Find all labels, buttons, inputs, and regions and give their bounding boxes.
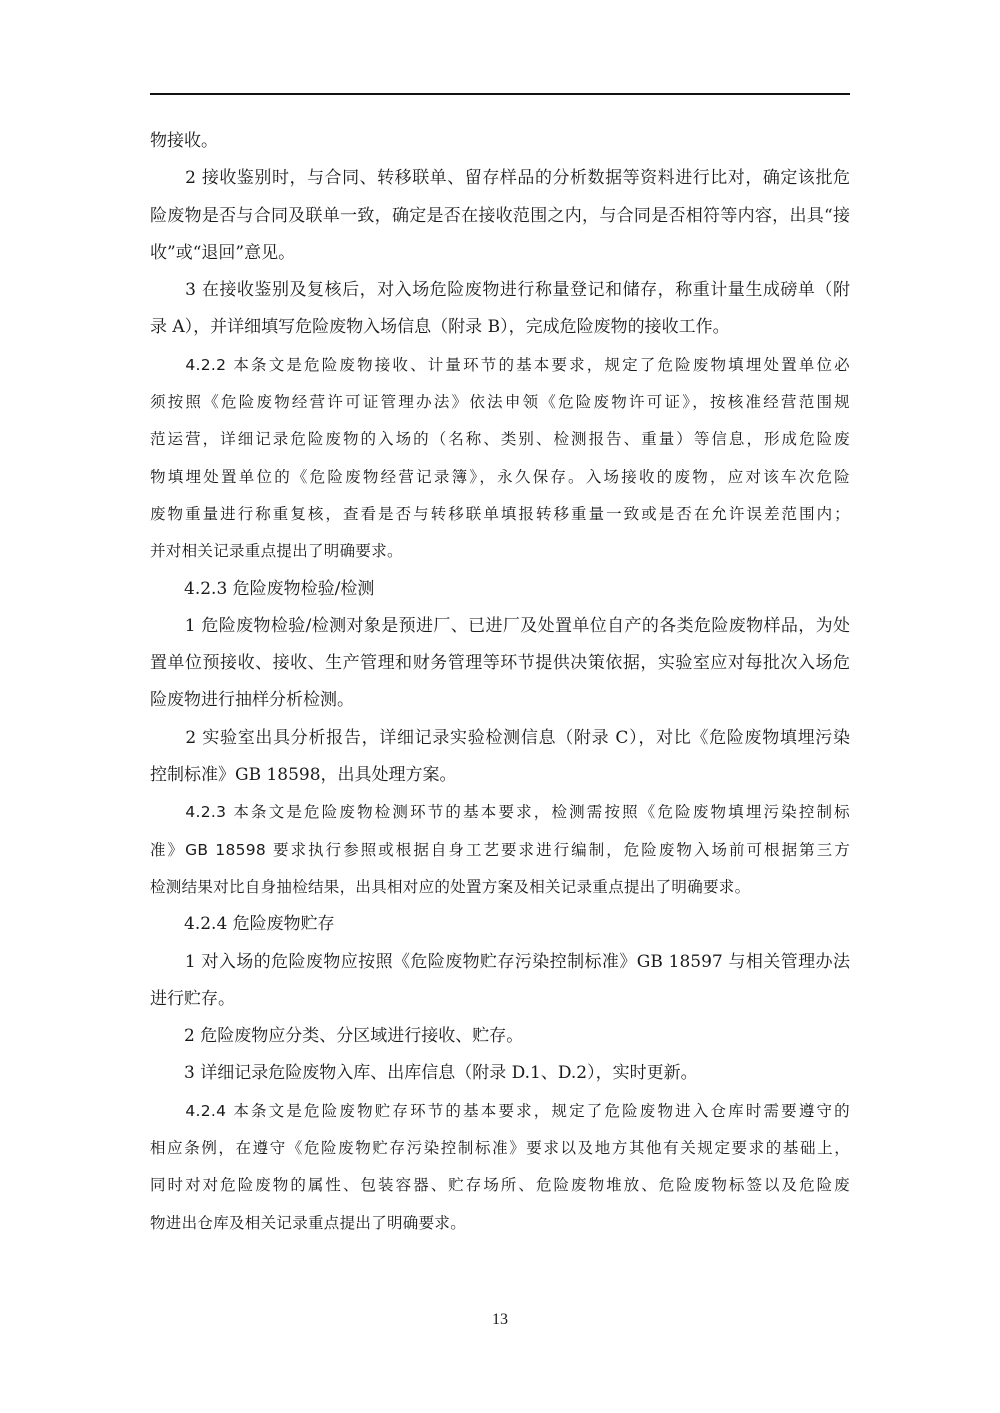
text-line: 险废物进行抽样分析检测。 [150, 690, 354, 711]
commentary-line: 4.2.4 本条文是危险废物贮存环节的基本要求，规定了危险废物进入仓库时需要遵守的 [150, 1101, 850, 1120]
commentary-line: 须按照《危险废物经营许可证管理办法》依法申领《危险废物许可证》，按核准经营范围规 [150, 393, 850, 412]
commentary-line: 物进出仓库及相关记录重点提出了明确要求。 [150, 1213, 467, 1232]
commentary-line: 并对相关记录重点提出了明确要求。 [150, 542, 403, 561]
header-rule [150, 93, 850, 95]
page-body [150, 123, 850, 1242]
commentary-line: 同时对对危险废物的属性、包装容器、贮存场所、危险废物堆放、危险废物标签以及危险废 [150, 1176, 850, 1195]
text-line: 3 详细记录危险废物入库、出库信息（附录 D.1、D.2），实时更新。 [150, 1063, 698, 1084]
text-line: 2 实验室出具分析报告，详细记录实验检测信息（附录 C），对比《危险废物填埋污染 [150, 727, 850, 748]
text-line: 1 危险废物检验/检测对象是预进厂、已进厂及处置单位自产的各类危险废物样品，为处 [150, 615, 850, 636]
commentary-line: 废物重量进行称重复核，查看是否与转移联单填报转移重量一致或是否在允许误差范围内； [150, 504, 850, 523]
section-heading: 4.2.4 危险废物贮存 [150, 914, 335, 935]
text-line: 收”或“退回”意见。 [150, 242, 296, 263]
text-line: 3 在接收鉴别及复核后，对入场危险废物进行称量登记和储存，称重计量生成磅单（附 [150, 280, 850, 301]
text-line: 进行贮存。 [150, 988, 235, 1009]
text-line: 险废物是否与合同及联单一致，确定是否在接收范围之内，与合同是否相符等内容，出具“接 [150, 205, 850, 226]
text-line: 2 危险废物应分类、分区域进行接收、贮存。 [150, 1026, 524, 1047]
text-line: 控制标准》GB 18598，出具处理方案。 [150, 765, 457, 786]
commentary-line: 准》GB 18598 要求执行参照或根据自身工艺要求进行编制，危险废物入场前可根据第三方 [150, 840, 850, 859]
commentary-line: 检测结果对比自身抽检结果，出具相对应的处置方案及相关记录重点提出了明确要求。 [150, 877, 751, 896]
commentary-line: 范运营，详细记录危险废物的入场的（名称、类别、检测报告、重量）等信息，形成危险废 [150, 430, 850, 449]
page-number: 13 [492, 1311, 508, 1328]
commentary-line: 4.2.2 本条文是危险废物接收、计量环节的基本要求，规定了危险废物填埋处置单位必 [150, 355, 850, 374]
text-line: 1 对入场的危险废物应按照《危险废物贮存污染控制标准》GB 18597 与相关管理办法 [150, 951, 850, 972]
text-line: 置单位预接收、接收、生产管理和财务管理等环节提供决策依据，实验室应对每批次入场危 [150, 653, 850, 674]
commentary-line: 相应条例，在遵守《危险废物贮存污染控制标准》要求以及地方其他有关规定要求的基础上， [150, 1139, 850, 1158]
commentary-line: 4.2.3 本条文是危险废物检测环节的基本要求，检测需按照《危险废物填埋污染控制标 [150, 803, 850, 822]
commentary-line: 物填埋处置单位的《危险废物经营记录簿》，永久保存。入场接收的废物，应对该车次危险 [150, 467, 850, 486]
text-line: 物接收。 [150, 131, 218, 151]
text-line: 录 A），并详细填写危险废物入场信息（附录 B），完成危险废物的接收工作。 [150, 317, 730, 338]
text-line: 2 接收鉴别时，与合同、转移联单、留存样品的分析数据等资料进行比对，确定该批危 [150, 168, 850, 189]
section-heading: 4.2.3 危险废物检验/检测 [150, 578, 375, 599]
